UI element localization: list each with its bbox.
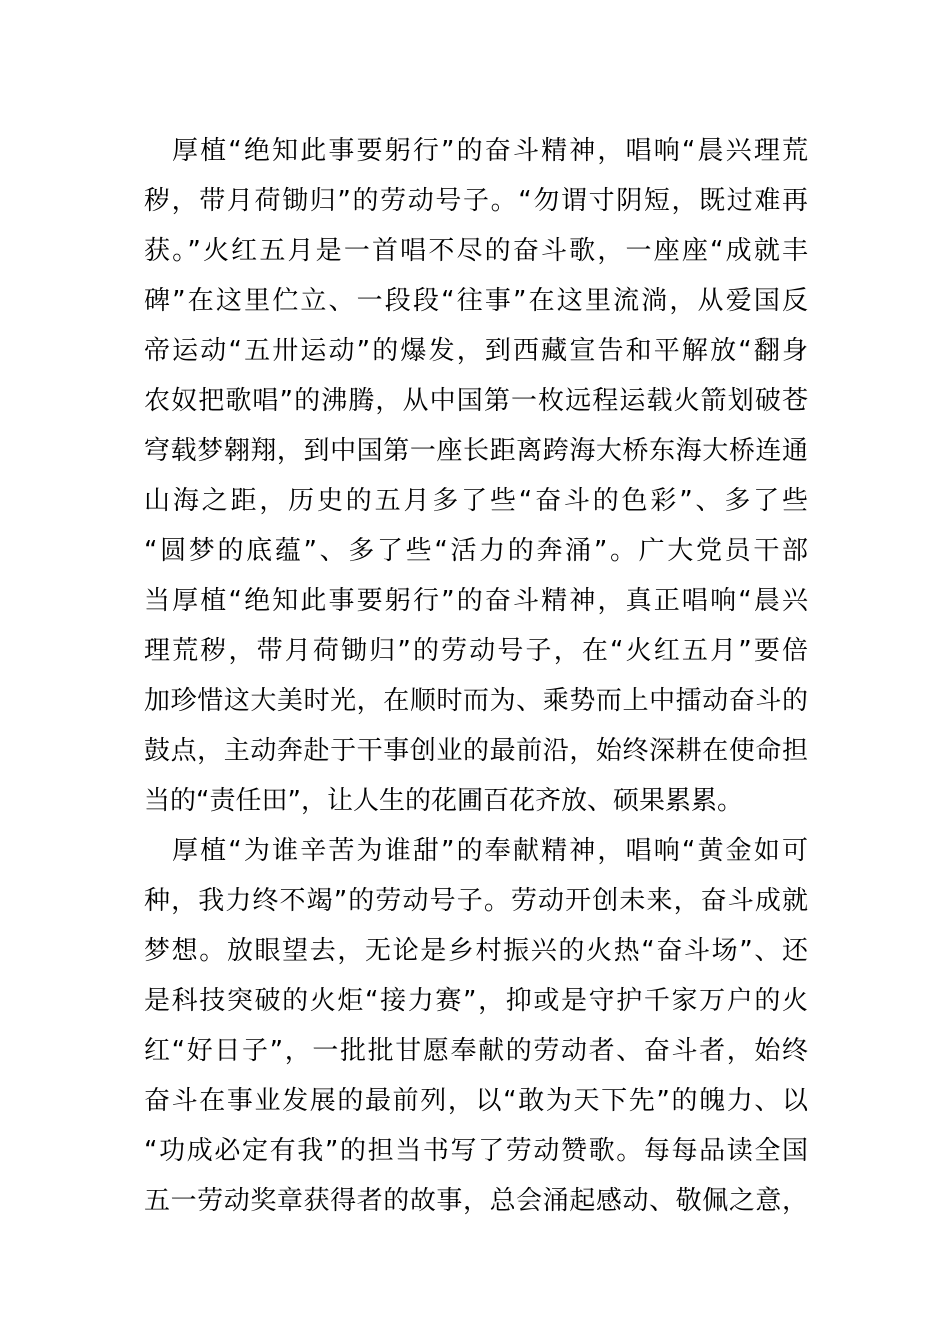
text-line: 奋斗在事业发展的最前列，以“敢为天下先”的魄力、以: [144, 1086, 808, 1116]
text-line: 山海之距，历史的五月多了些“奋斗的色彩”、多了些: [144, 486, 808, 516]
text-line: 梦想。放眼望去，无论是乡村振兴的火热“奋斗场”、还: [144, 936, 808, 966]
text-line: 种，我力终不竭”的劳动号子。劳动开创未来，奋斗成就: [144, 886, 808, 916]
text-line: 红“好日子”，一批批甘愿奉献的劳动者、奋斗者，始终: [144, 1036, 808, 1066]
text-line: 理荒秽，带月荷锄归”的劳动号子，在“火红五月”要倍: [144, 636, 808, 666]
text-line: 当的“责任田”，让人生的花圃百花齐放、硕果累累。: [144, 786, 743, 816]
paragraph-2: [144, 826, 808, 1226]
text-line: 穹载梦翱翔，到中国第一座长距离跨海大桥东海大桥连通: [144, 436, 808, 466]
text-line: 当厚植“绝知此事要躬行”的奋斗精神，真正唱响“晨兴: [144, 586, 808, 616]
text-line: 获。”火红五月是一首唱不尽的奋斗歌，一座座“成就丰: [144, 236, 808, 266]
text-line: 秽，带月荷锄归”的劳动号子。“勿谓寸阴短，既过难再: [144, 186, 808, 216]
paragraph-1: [144, 126, 808, 826]
text-line: 帝运动“五卅运动”的爆发，到西藏宣告和平解放“翻身: [144, 336, 808, 366]
text-line: 加珍惜这大美时光，在顺时而为、乘势而上中擂动奋斗的: [144, 686, 808, 716]
text-line: “圆梦的底蕴”、多了些“活力的奔涌”。广大党员干部: [144, 536, 808, 566]
text-line: “功成必定有我”的担当书写了劳动赞歌。每每品读全国: [144, 1136, 808, 1166]
text-line: 厚植“绝知此事要躬行”的奋斗精神，唱响“晨兴理荒: [172, 136, 808, 166]
text-line: 五一劳动奖章获得者的故事，总会涌起感动、敬佩之意，: [144, 1186, 808, 1216]
text-line: 是科技突破的火炬“接力赛”，抑或是守护千家万户的火: [144, 986, 808, 1016]
text-line: 农奴把歌唱”的沸腾，从中国第一枚远程运载火箭划破苍: [144, 386, 808, 416]
text-line: 厚植“为谁辛苦为谁甜”的奉献精神，唱响“黄金如可: [172, 836, 808, 866]
text-line: 碑”在这里伫立、一段段“往事”在这里流淌，从爱国反: [144, 286, 808, 316]
document-body: [144, 126, 808, 1226]
text-line: 鼓点，主动奔赴于干事创业的最前沿，始终深耕在使命担: [144, 736, 808, 766]
